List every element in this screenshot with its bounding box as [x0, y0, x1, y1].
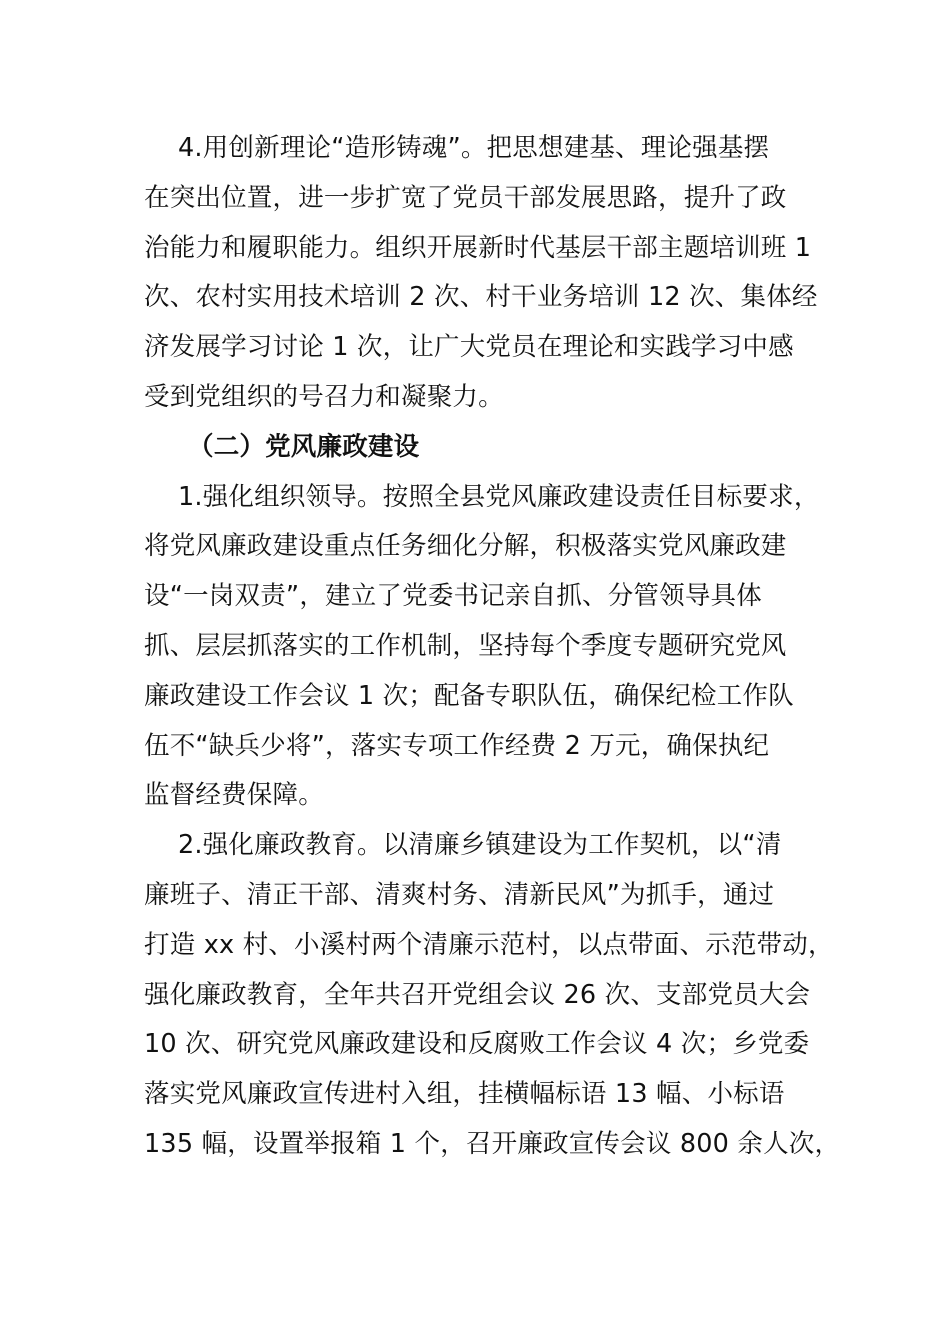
paragraph-1-line-7: 监督经费保障。 [144, 780, 324, 811]
paragraph-2-line-1: 2.强化廉政教育。以清廉乡镇建设为工作契机，以“清 [178, 830, 782, 861]
paragraph-2-line-3: 打造 xx 村、小溪村两个清廉示范村，以点带面、示范带动， [144, 929, 834, 960]
document-body [144, 124, 841, 1170]
paragraph-1-line-2: 将党风廉政建设重点任务细化分解，积极落实党风廉政建 [144, 531, 787, 562]
paragraph-4-line-6: 受到党组织的号召力和凝聚力。 [144, 381, 504, 412]
paragraph-4-line-4: 次、农村实用技术培训 2 次、村干业务培训 12 次、集体经 [144, 282, 818, 313]
paragraph-1-line-5: 廉政建设工作会议 1 次；配备专职队伍，确保纪检工作队 [144, 680, 794, 711]
paragraph-1-line-1: 1.强化组织领导。按照全县党风廉政建设责任目标要求， [178, 481, 820, 512]
paragraph-4-line-3: 治能力和履职能力。组织开展新时代基层干部主题培训班 1 [144, 232, 812, 263]
paragraph-2-line-7: 135 幅，设置举报箱 1 个，召开廉政宣传会议 800 余人次， [144, 1128, 841, 1159]
paragraph-2-line-6: 落实党风廉政宣传进村入组，挂横幅标语 13 幅、小标语 [144, 1079, 785, 1110]
paragraph-1-line-3: 设“一岗双责”，建立了党委书记亲自抓、分管领导具体 [144, 581, 762, 612]
paragraph-1-line-4: 抓、层层抓落实的工作机制，坚持每个季度专题研究党风 [144, 630, 787, 661]
paragraph-2-line-5: 10 次、研究党风廉政建设和反腐败工作会议 4 次；乡党委 [144, 1029, 810, 1060]
paragraph-2-line-4: 强化廉政教育，全年共召开党组会议 26 次、支部党员大会 [144, 979, 811, 1010]
paragraph-4-line-2: 在突出位置，进一步扩宽了党员干部发展思路，提升了政 [144, 182, 787, 213]
paragraph-4-line-1: 4.用创新理论“造形铸魂”。把思想建基、理论强基摆 [178, 133, 770, 163]
paragraph-1-line-6: 伍不“缺兵少将”，落实专项工作经费 2 万元，确保执纪 [144, 730, 770, 761]
section-heading: （二）党风廉政建设 [188, 431, 420, 462]
paragraph-4-line-5: 济发展学习讨论 1 次，让广大党员在理论和实践学习中感 [144, 332, 794, 363]
paragraph-2-line-2: 廉班子、清正干部、清爽村务、清新民风”为抓手，通过 [144, 879, 775, 910]
